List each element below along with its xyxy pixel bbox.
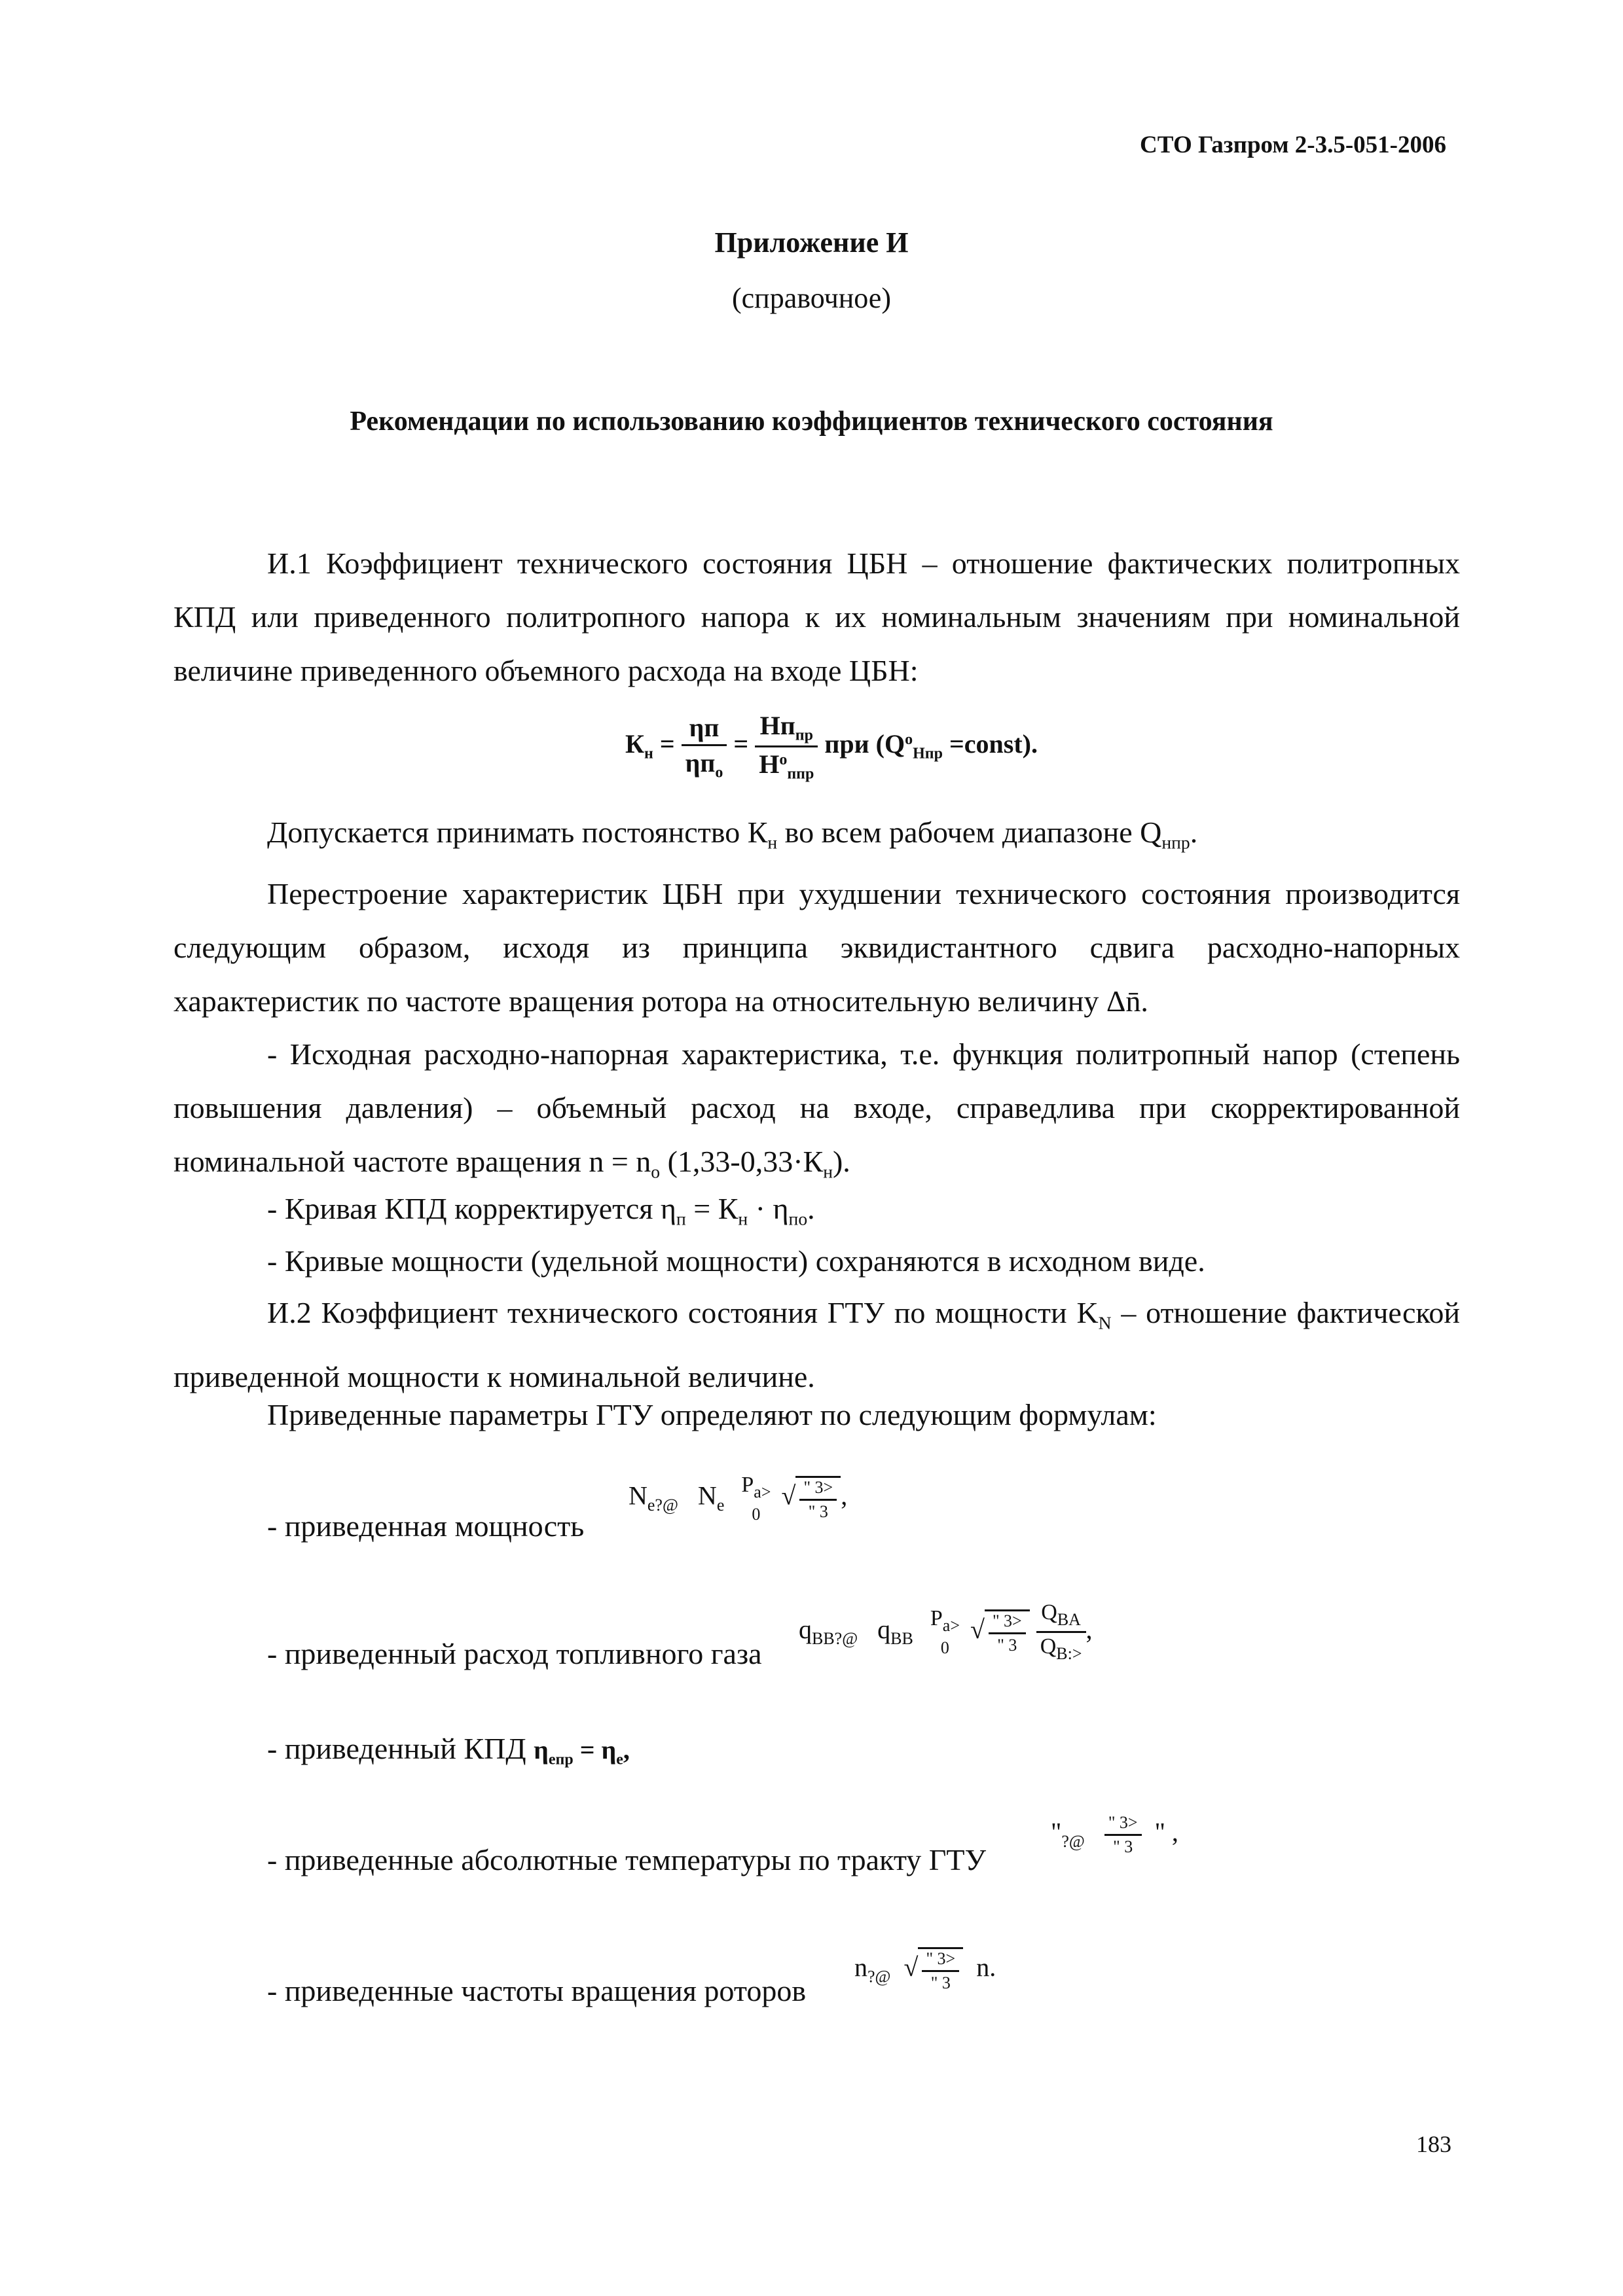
page-number: 183: [1416, 2131, 1451, 2157]
item-temp-label: - приведенные абсолютные температуры по тракту ГТУ: [267, 1843, 987, 1876]
item-rot-label: - приведенные частоты вращения роторов: [267, 1974, 807, 2007]
paragraph-1: И.1 Коэффициент технического состояния ЦБН – отношение фактических политропных КПД или приведенного политропного напора к их номинальным значениям при номинальной величине приведенного объемного расхода на входе ЦБН:: [173, 547, 1460, 687]
document-id: СТО Газпром 2-3.5-051-2006: [1140, 132, 1446, 158]
formula-rot: $n_{?@}$ √ $\frac{" 3>}{" 3}$ n.: [854, 1947, 996, 1993]
formula-kn: $К_н$ = $\frac{\eta п}{\eta п_о}$ = $\frac{Hп_{пр}}{H^о_{ппр}}$ при ($Q^о_{Hпр}$ =const).: [625, 711, 1038, 783]
paragraph-4: - Исходная расходно-напорная характеристика, т.е. функция политропный напор (степень повышения давления) – объемный расход на входе, справедлива при скорректированной номинальной частоте вращения $n = n_о$ $(1,33-0,33\cdot К_н)$.: [173, 1037, 1460, 1182]
item-power-label: - приведенная мощность: [267, 1509, 585, 1543]
paragraph-5: - Кривая КПД корректируется $\eta_п = К_н \cdot \eta_{по}$.: [267, 1192, 815, 1229]
formula-fuel: $q_{BB?@}$ $q_{BB}$ $P_{a>}$ 0 √ $\frac{" 3>}{" 3}$ $\frac{Q_{BA}}{Q_{B:>}}$ ,: [799, 1600, 1093, 1664]
paragraph-8: Приведенные параметры ГТУ определяют по следующим формулам:: [267, 1398, 1157, 1431]
paragraph-7: И.2 Коэффициент технического состояния ГТУ по мощности $K_N$ – отношение фактической приведенной мощности к номинальной величине.: [173, 1296, 1461, 1393]
paragraph-6: - Кривые мощности (удельной мощности) сохраняются в исходном виде.: [267, 1244, 1205, 1278]
item-eff: - приведенный КПД $\eta_{eпр} = \eta_e$,: [267, 1732, 630, 1768]
formula-temp: "$_{?@}$ $\frac{" 3>}{" 3}$ " ,: [1051, 1813, 1178, 1856]
appendix-title: Приложение И: [714, 226, 909, 259]
formula-power: $N_{e?@}$ $N_e$ $P_{a>}$ 0 √ $\frac{" 3>}{" 3}$ ,: [629, 1473, 848, 1524]
paragraph-2: Допускается принимать постоянство $К_н$ во всем рабочем диапазоне $Q_{нпр}$.: [267, 816, 1198, 853]
appendix-heading: Рекомендации по использованию коэффициентов технического состояния: [350, 406, 1273, 437]
appendix-subtitle: (справочное): [732, 282, 891, 314]
item-fuel-label: - приведенный расход топливного газа: [267, 1637, 762, 1670]
paragraph-3: Перестроение характеристик ЦБН при ухудшении технического состояния производится следующим образом, исходя из принципа эквидистантного сдвига расходно-напорных характеристик по частоте вращения ротора на относительную величину Δn̄.: [173, 877, 1460, 1018]
